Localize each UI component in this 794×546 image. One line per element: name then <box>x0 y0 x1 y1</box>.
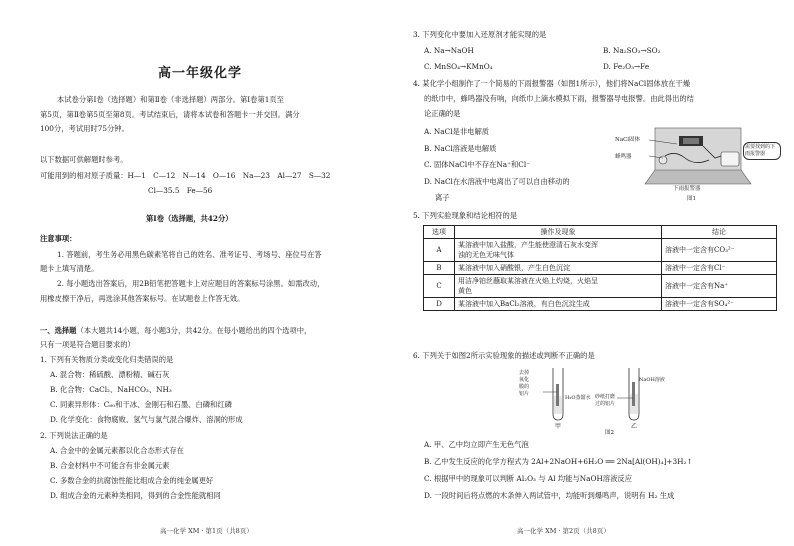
fig2-right-label-1: 砂纸打磨 <box>595 394 616 400</box>
footer-left: 高一化学 XM · 第1页（共8页） <box>160 527 253 535</box>
q4-option-c: C. 固体NaCl中不存在Na⁺和Cl⁻ <box>424 160 531 169</box>
intro-line-3: 100分，考试用时75分钟。 <box>40 124 129 133</box>
fig1-caption: 图1 <box>687 196 696 202</box>
row-option: B <box>424 262 455 275</box>
q6-option-d: D. 一段时间后将点燃的木条伸入两试管中，均能听到爆鸣声，说明有 H₂ 生成 <box>424 491 675 500</box>
q2-option-d: D. 组成合金的元素种类相同，得到的合金性能就相同 <box>50 491 221 500</box>
fig2-left-label-2: 氧化 <box>519 377 530 383</box>
data-note: 以下数据可供解题时参考。 <box>40 155 128 164</box>
right-page <box>397 0 794 546</box>
row-operation <box>455 275 662 298</box>
notice-line-2: 题卡上填写清楚。 <box>40 264 99 273</box>
notice-line-1: 1. 答题前，考生务必用黑色碳素笔将自己的姓名、准考证号、考场号、座位号在答 <box>57 250 322 259</box>
q3-stem: 3. 下列变化中要加入还原剂才能实现的是 <box>413 30 547 39</box>
row-conclusion: 溶液中一定含有SO₄²⁻ <box>662 298 777 311</box>
q1-option-a: A. 混合物：稀硫酸、漂粉精、碱石灰 <box>50 370 170 379</box>
q4-option-d-1: D. NaCl在水溶液中电离出了可以自由移动的 <box>424 177 570 186</box>
fig1-callout: 需要找到的下雨报警器 <box>743 142 781 160</box>
fig2-right-solution: NaOH溶液 <box>639 377 665 383</box>
row-operation-line-2: 黄色 <box>458 287 472 295</box>
row-option: C <box>424 275 455 298</box>
part1-title: 第Ⅰ卷（选择题，共42分） <box>146 214 233 223</box>
footer-right: 高一化学 XM · 第2页（共8页） <box>517 527 610 535</box>
q2-option-c: C. 多数合金的抗腐蚀性能比组成合金的纯金属更好 <box>50 476 214 485</box>
q6-option-c: C. 根据甲中的现象可以判断 Al₂O₃ 与 Al 均能与NaOH溶液反应 <box>424 474 632 483</box>
row-conclusion: 溶液中一定含有Cl⁻ <box>662 262 777 275</box>
notice-title: 注意事项： <box>40 234 77 243</box>
fig2-right-label-2: 过的铝片 <box>595 401 616 407</box>
notice-line-3: 2. 每小题选出答案后，用2B铅笔把答题卡上对应题目的答案标号涂黑。如需改动， <box>57 279 325 288</box>
q4-option-a: A. NaCl是非电解质 <box>424 127 490 136</box>
figure-2-experiment <box>519 366 675 440</box>
row-operation: 某溶液中加入硝酸银，产生白色沉淀 <box>455 262 662 275</box>
q3-option-d: D. Fe₂O₃→Fe <box>603 62 650 71</box>
q5-stem: 5. 下列实验现象和结论相符的是 <box>413 211 518 220</box>
q6-option-a: A. 甲、乙中均立即产生无色气泡 <box>424 440 529 449</box>
fig2-left-label-4: 铝片 <box>519 391 530 397</box>
row-operation: 某溶液中加入BaCl₂溶液，有白色沉淀生成 <box>455 298 662 311</box>
table-row <box>424 275 777 298</box>
q5-table <box>423 225 777 311</box>
q6-option-b: B. 乙中发生反应的化学方程式为 2Al+2NaOH+6H₂O ══ 2Na[Al(OH)₄]+3H₂↑ <box>424 457 693 466</box>
q1-option-c: C. 同素异形体：C₆₀和干冰、金刚石和石墨、白磷和红磷 <box>50 400 232 409</box>
q3-option-a: A. Na→NaOH <box>424 46 474 55</box>
fig1-label-buzzer: 蜂鸣器 <box>615 154 632 160</box>
exam-title: 高一年级化学 <box>158 66 243 81</box>
fig1-caption-name: 下雨报警器 <box>673 186 701 192</box>
q4-option-b: B. NaCl溶液是电解质 <box>424 144 497 153</box>
row-operation <box>455 239 662 262</box>
fig1-label-nacl: NaCl固体 <box>615 137 641 143</box>
q2-option-b: B. 合金材料中不可能含有非金属元素 <box>50 461 170 470</box>
row-operation-line-1: 某溶液中加入盐酸，产生能使澄清石灰水变浑 <box>458 241 598 249</box>
fig2-left-solution: H₂O蒸馏水 <box>565 395 591 401</box>
section1-rest: （本大题共14小题，每小题3分，共42分。在每小题给出的四个选项中， <box>76 326 312 335</box>
notice-line-4: 用橡皮擦干净后，再选涂其他答案标号。在试题卷上作答无效。 <box>40 294 245 303</box>
fig2-left-name: 甲 <box>555 423 562 430</box>
fig2-right-name: 乙 <box>631 423 638 430</box>
row-operation-line-2: 浊的无色无味气体 <box>458 251 514 259</box>
q3-option-c: C. MnSO₄→KMnO₄ <box>424 62 493 71</box>
table-row <box>424 262 777 275</box>
fig2-left-label-1: 去掉 <box>519 370 530 376</box>
header-conclusion: 结论 <box>662 226 777 239</box>
row-conclusion: 溶液中一定含有CO₃²⁻ <box>662 239 777 262</box>
q4-option-d-2: 离子 <box>435 193 450 202</box>
q1-option-b: B. 化合物：CaCl₂、NaHCO₃、NH₃ <box>50 385 172 394</box>
table-header-row <box>424 226 777 239</box>
section1-line-2: 只有一项是符合题目要求的） <box>40 340 135 349</box>
q6-stem: 6. 下列关于如图2所示实验现象的描述或判断不正确的是 <box>413 351 595 360</box>
q1-stem: 1. 下列有关物质分类或变化归类错误的是 <box>40 355 174 364</box>
fig2-left-label-3: 膜的 <box>519 384 530 390</box>
q1-option-d: D. 化学变化：食物腐败、氢气与氯气混合爆炸、溶洞的形成 <box>50 415 243 424</box>
fig2-caption: 图2 <box>605 430 614 436</box>
row-operation-line-1: 用洁净铂丝蘸取某溶液在火焰上灼烧，火焰呈 <box>458 277 598 285</box>
intro-line-1: 本试卷分第Ⅰ卷（选择题）和第Ⅱ卷（非选择题）两部分。第Ⅰ卷第1页至 <box>57 95 284 104</box>
q4-stem-3: 论正确的是 <box>424 109 461 118</box>
figure-1-rain-alarm <box>615 126 779 204</box>
atomic-mass-line-1: 可能用到的相对原子质量：H—1 C—12 N—14 O—16 Na—23 Al—27 S—32 <box>40 171 331 180</box>
q4-stem-1: 4. 某化学小组制作了一个简易的下雨报警器（如图1所示），他们将NaCl固体放在干燥 <box>413 79 691 88</box>
header-operation: 操作及现象 <box>455 226 662 239</box>
row-option: D <box>424 298 455 311</box>
header-option: 选项 <box>424 226 455 239</box>
table-row <box>424 298 777 311</box>
row-option: A <box>424 239 455 262</box>
row-conclusion: 溶液中一定含有Na⁺ <box>662 275 777 298</box>
q4-stem-2: 的纸巾中，蜂鸣器没有响，向纸巾上滴水模拟下雨，报警器导电报警。由此得出的结 <box>424 94 694 103</box>
q2-stem: 2. 下列说法正确的是 <box>40 431 108 440</box>
q2-option-a: A. 合金中的金属元素都以化合态形式存在 <box>50 446 184 455</box>
intro-line-2: 第5页，第Ⅱ卷第5页至第8页。考试结束后，请将本试卷和答题卡一并交回。满分 <box>40 110 300 119</box>
section1-line-1: 一、选择题（本大题共14小题，每小题3分，共42分。在每小题给出的四个选项中， <box>40 326 312 335</box>
q3-option-b: B. Na₂SO₃→SO₂ <box>603 46 661 55</box>
table-row <box>424 239 777 262</box>
atomic-mass-line-2: Cl—35.5 Fe—56 <box>148 186 213 195</box>
